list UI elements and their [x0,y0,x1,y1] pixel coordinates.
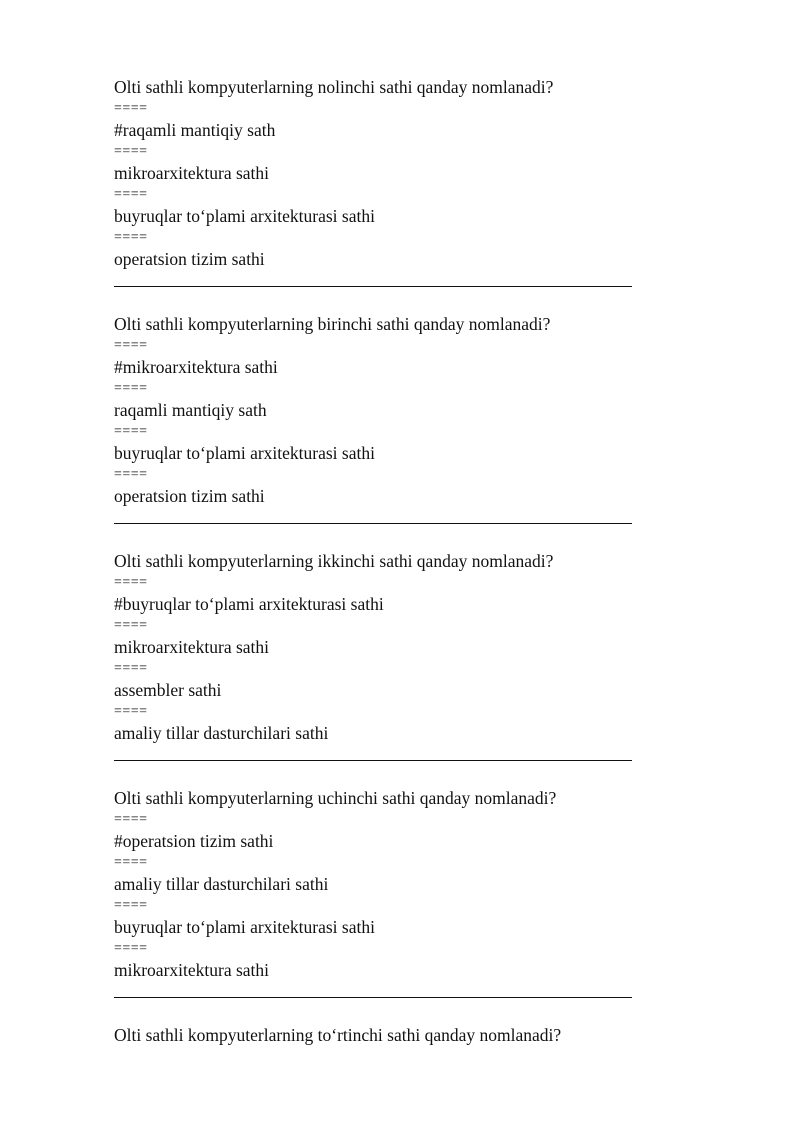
answer-option: mikroarxitektura sathi [114,960,270,980]
answer-separator: ==== [114,230,148,245]
document-page [114,76,674,1046]
question-divider [114,981,674,1003]
question-divider [114,270,674,292]
answer-option: amaliy tillar dasturchilari sathi [114,723,329,743]
answer-option: buyruqlar to‘plami arxitekturasi sathi [114,443,375,463]
question-text: Olti sathli kompyuterlarning ikkinchi sathi qanday nomlanadi? [114,551,554,571]
answer-separator: ==== [114,144,148,159]
answer-separator: ==== [114,424,148,439]
answer-option: amaliy tillar dasturchilari sathi [114,874,329,894]
answer-separator: ==== [114,187,148,202]
question-text: Olti sathli kompyuterlarning birinchi sathi qanday nomlanadi? [114,314,551,334]
answer-option: #raqamli mantiqiy sath [114,120,276,140]
question-divider [114,744,674,766]
answer-separator: ==== [114,467,148,482]
question-block [114,1024,674,1046]
question-text: Olti sathli kompyuterlarning to‘rtinchi sathi qanday nomlanadi? [114,1025,562,1045]
answer-separator: ==== [114,618,148,633]
answer-option: raqamli mantiqiy sath [114,400,267,420]
answer-separator: ==== [114,812,148,827]
answer-separator: ==== [114,381,148,396]
question-block [114,787,674,1003]
answer-option: #operatsion tizim sathi [114,831,274,851]
answer-separator: ==== [114,941,148,956]
question-text: Olti sathli kompyuterlarning uchinchi sathi qanday nomlanadi? [114,788,557,808]
answer-option: buyruqlar to‘plami arxitekturasi sathi [114,206,375,226]
answer-separator: ==== [114,704,148,719]
answer-separator: ==== [114,575,148,590]
answer-option: operatsion tizim sathi [114,249,265,269]
answer-option: buyruqlar to‘plami arxitekturasi sathi [114,917,375,937]
question-text: Olti sathli kompyuterlarning nolinchi sathi qanday nomlanadi? [114,77,554,97]
question-block [114,550,674,766]
answer-separator: ==== [114,661,148,676]
question-block [114,313,674,529]
answer-separator: ==== [114,101,148,116]
answer-option: assembler sathi [114,680,222,700]
answer-option: operatsion tizim sathi [114,486,265,506]
answer-option: mikroarxitektura sathi [114,637,270,657]
answer-separator: ==== [114,898,148,913]
answer-option: #mikroarxitektura sathi [114,357,278,377]
answer-option: mikroarxitektura sathi [114,163,270,183]
answer-separator: ==== [114,338,148,353]
answer-option: #buyruqlar to‘plami arxitekturasi sathi [114,594,384,614]
question-block [114,76,674,292]
answer-separator: ==== [114,855,148,870]
question-divider [114,507,674,529]
